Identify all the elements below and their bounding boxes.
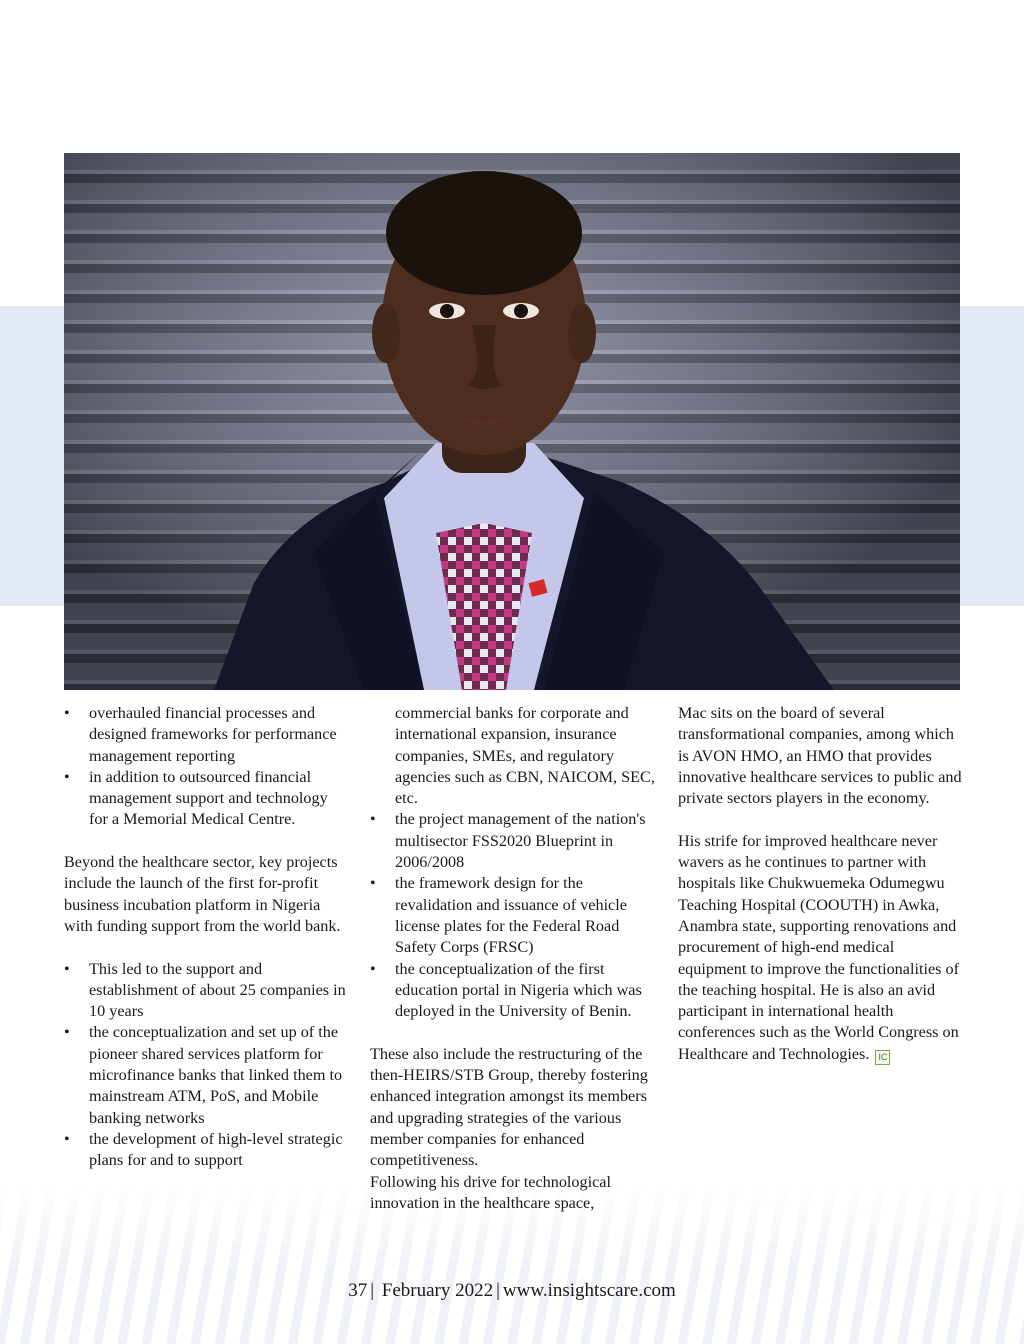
paragraph: Mac sits on the board of several transformational companies, among which is AVON HMO, an HMO that provides innovative healthcare services to public and private sectors players in the economy. — [678, 704, 962, 808]
issue-date: February 2022 — [381, 1280, 494, 1301]
list-item: • the development of high-level strategic plans for and to support — [64, 1129, 350, 1172]
page-number: 37 — [348, 1280, 368, 1301]
column-2 — [370, 703, 656, 1214]
bullet-list-b — [64, 959, 350, 1172]
paragraph-text: His strife for improved healthcare never wavers as he continues to partner with hospitals like Chukwuemeka Odumegwu Teaching Hospital (COOUTH) in Awka, Anambra state, supporting renovations and procurement of high-end medical equipment to improve the functionalities of the teaching hospital. He is also an avid participant in international health conferences such as the World Congress on Healthcare and Technologies. — [678, 831, 959, 1063]
list-item: • the conceptualization of the first education portal in Nigeria which was deployed in the University of Benin. — [370, 959, 656, 1023]
paragraph: Following his drive for technological innovation in the healthcare space, — [370, 1172, 611, 1212]
bullet-list — [370, 809, 656, 1022]
end-mark-icon: IC — [875, 1050, 890, 1065]
list-item: • the conceptualization and set up of the pioneer shared services platform for microfinance banks that linked them to mainstream ATM, PoS, and Mobile banking networks — [64, 1022, 350, 1128]
list-item: • the framework design for the revalidation and issuance of vehicle license plates for the Federal Road Safety Corps (FRSC) — [370, 873, 656, 958]
page-footer: 37 | February 2022 | www.insightscare.com — [348, 1280, 676, 1301]
column-3 — [678, 703, 964, 1065]
bullet-list-a — [64, 703, 350, 831]
portrait-photo — [64, 153, 960, 690]
list-item: • in addition to outsourced financial management support and technology for a Memorial Medical Centre. — [64, 767, 350, 831]
list-item: • the project management of the nation's multisector FSS2020 Blueprint in 2006/2008 — [370, 809, 656, 873]
paragraph: Beyond the healthcare sector, key projects include the launch of the first for-profit business incubation platform in Nigeria with funding support from the world bank. — [64, 853, 341, 935]
paragraph: These also include the restructuring of the then-HEIRS/STB Group, thereby fostering enhanced integration amongst its members and upgrading strategies of the various member companies for enhanced competitiveness. — [370, 1044, 648, 1170]
list-item: • overhauled financial processes and designed frameworks for performance management reporting — [64, 703, 350, 767]
column-1 — [64, 703, 350, 1172]
website-link[interactable]: www.insightscare.com — [502, 1280, 676, 1301]
paragraph-final — [678, 831, 964, 1065]
list-item-continued: commercial banks for corporate and international expansion, insurance companies, SMEs, and regulatory agencies such as CBN, NAICOM, SEC, etc. — [395, 704, 655, 808]
list-item: • This led to the support and establishment of about 25 companies in 10 years — [64, 959, 350, 1023]
